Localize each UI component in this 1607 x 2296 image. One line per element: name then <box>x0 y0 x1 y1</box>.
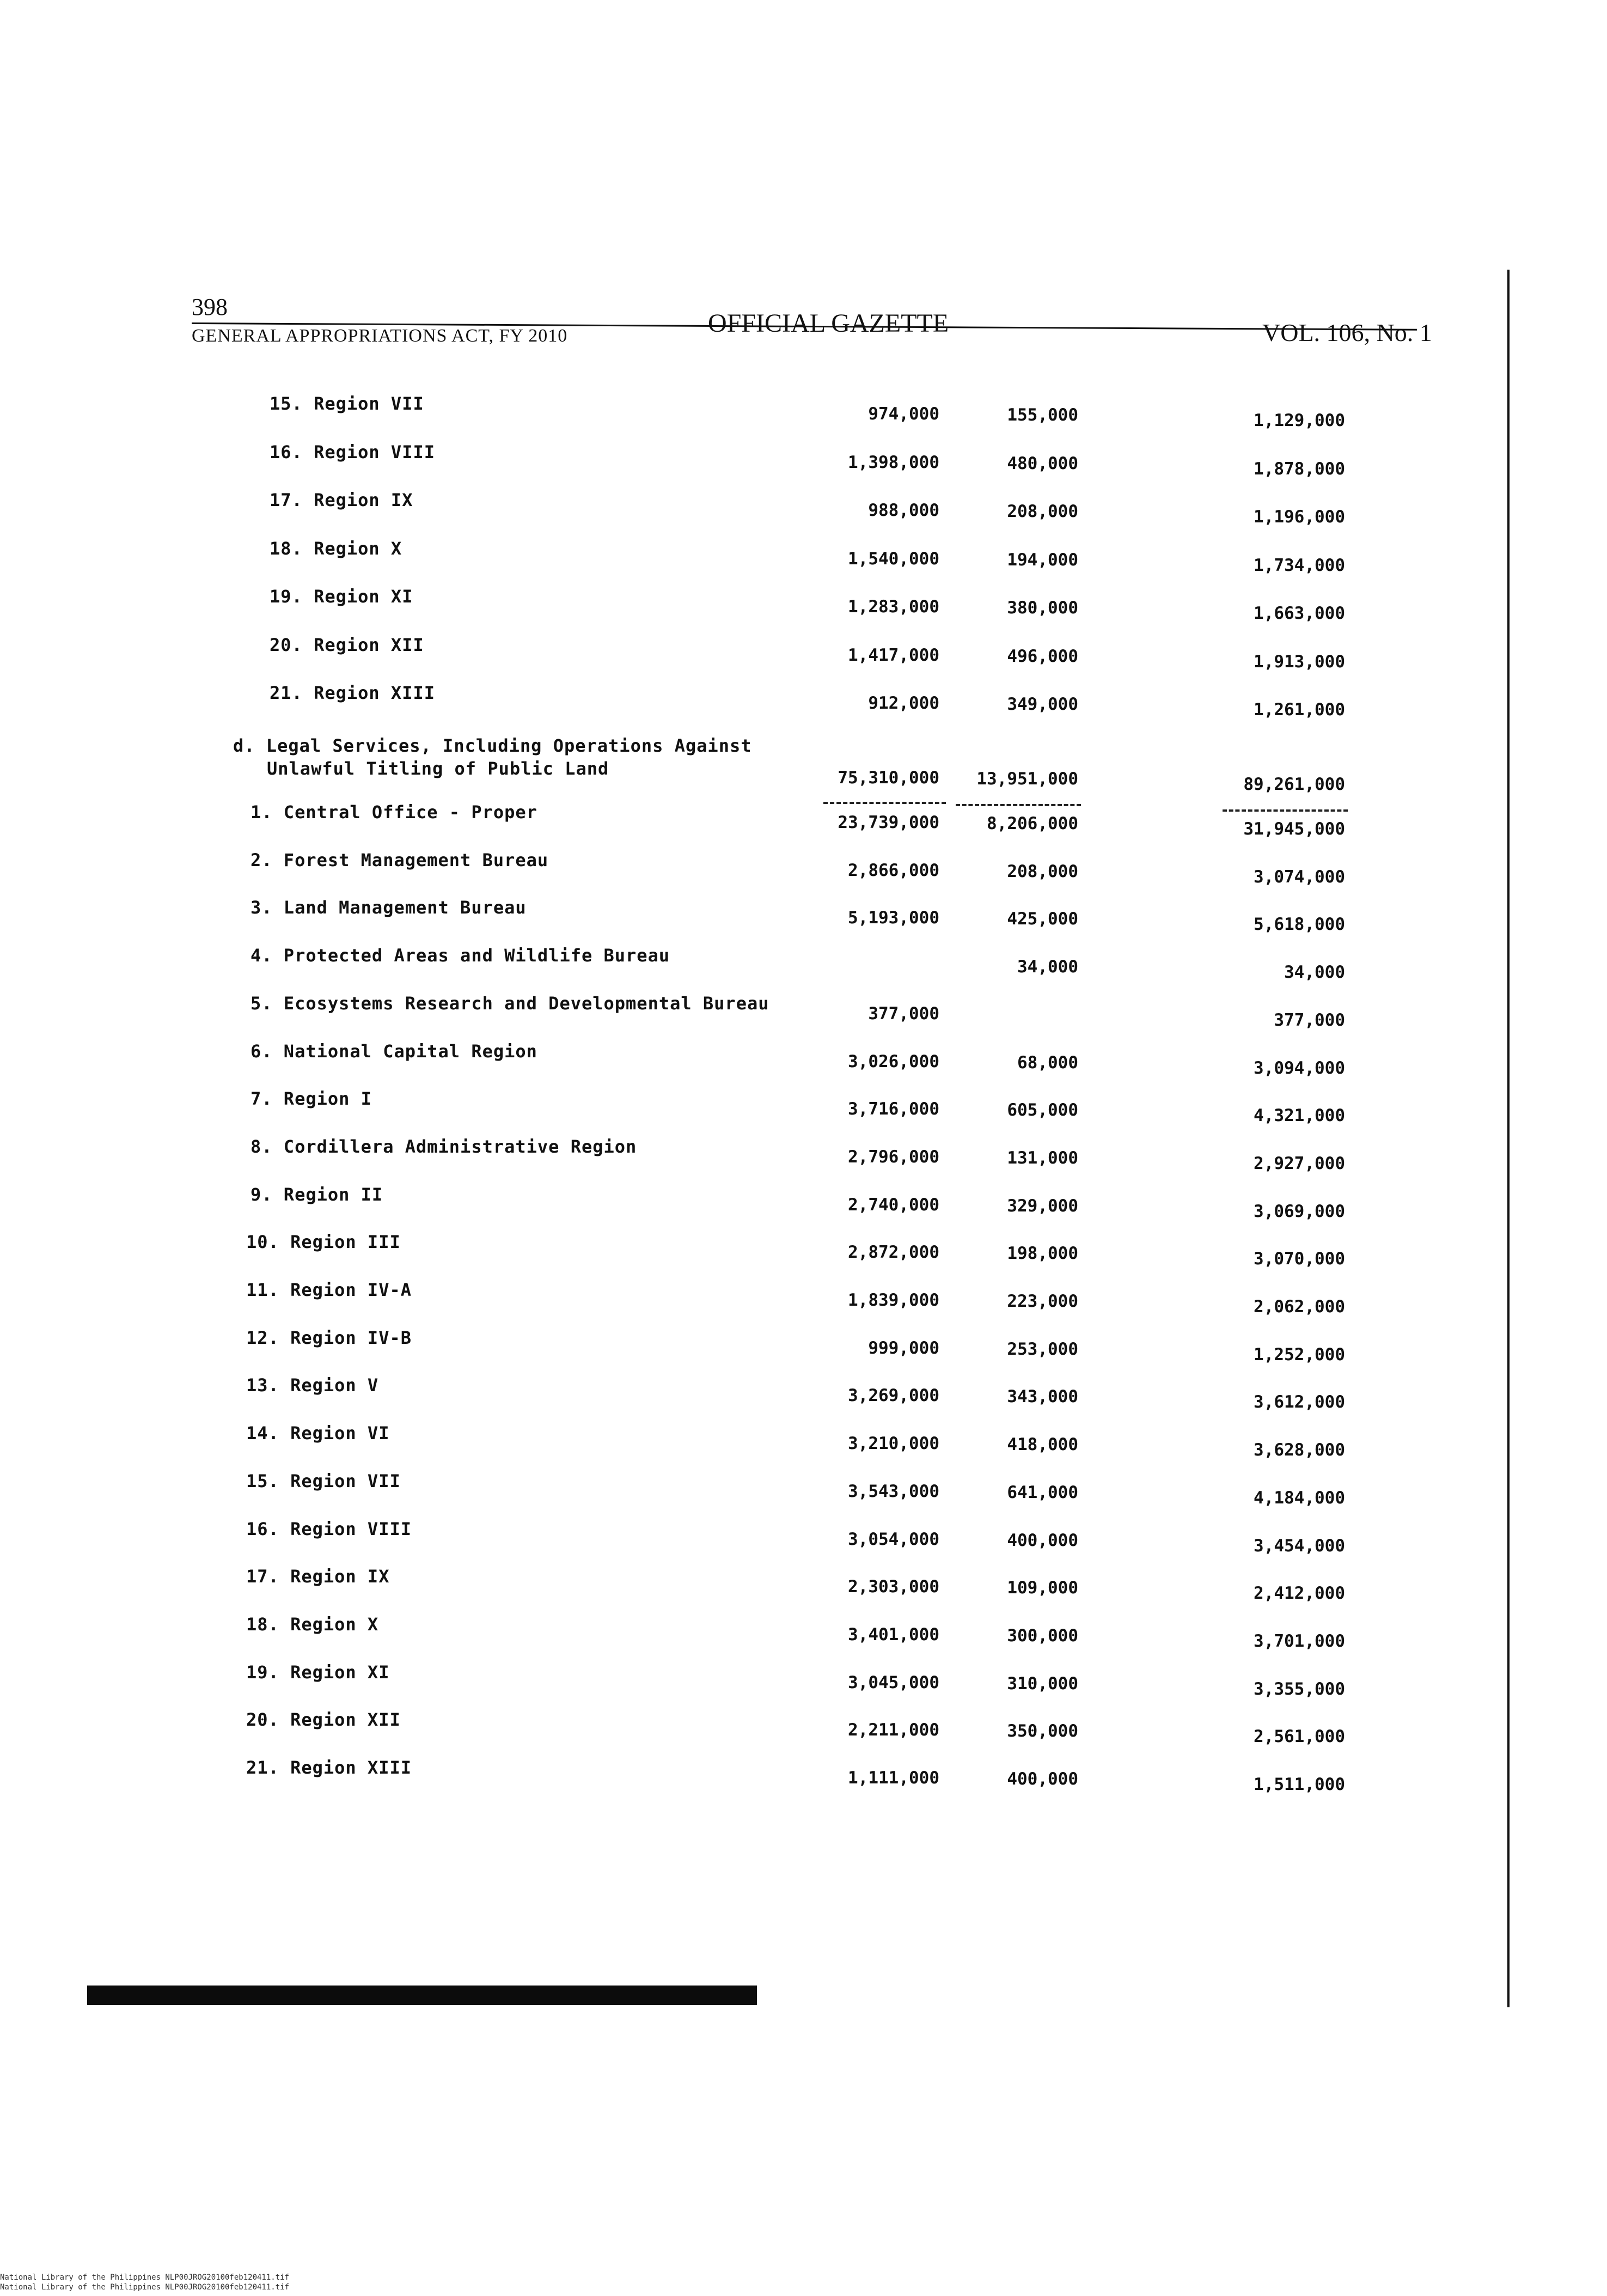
row-col1-amount: 2,872,000 <box>848 1243 939 1263</box>
row-col2-amount: 641,000 <box>1007 1482 1078 1502</box>
row-col1-amount: 974,000 <box>868 404 939 424</box>
row-label: 14. Region VI <box>246 1423 390 1444</box>
row-col1-amount: 3,045,000 <box>848 1672 939 1692</box>
row-col1-amount: 3,543,000 <box>848 1481 939 1501</box>
subtotal-rule-total <box>1223 809 1348 812</box>
row-label: 13. Region V <box>246 1375 379 1396</box>
row-col2-amount: 8,206,000 <box>987 814 1078 833</box>
scan-bottom-bar <box>87 1986 757 2005</box>
row-total-amount: 3,701,000 <box>1254 1631 1345 1651</box>
row-label: 20. Region XII <box>270 634 424 655</box>
scan-edge-line <box>1507 270 1510 2007</box>
scan-footer <box>0 2273 289 2292</box>
row-col2-amount: 350,000 <box>1007 1721 1078 1741</box>
row-total-amount: 2,062,000 <box>1254 1297 1345 1317</box>
row-total-amount: 1,196,000 <box>1254 507 1345 527</box>
row-col2-amount: 418,000 <box>1007 1435 1078 1455</box>
row-col2-amount: 329,000 <box>1007 1196 1078 1216</box>
row-total-amount: 1,663,000 <box>1254 604 1345 623</box>
row-col2-amount: 605,000 <box>1007 1100 1078 1120</box>
row-total-amount: 1,252,000 <box>1254 1344 1345 1365</box>
row-label: 12. Region IV-B <box>246 1327 412 1348</box>
row-col2-amount: 208,000 <box>1007 502 1078 521</box>
row-total-amount: 2,561,000 <box>1254 1727 1345 1747</box>
row-col1-amount: 912,000 <box>868 693 939 713</box>
row-total-amount: 2,927,000 <box>1254 1153 1345 1173</box>
row-total-amount: 1,878,000 <box>1254 459 1345 479</box>
row-col1-amount: 3,269,000 <box>848 1386 939 1406</box>
row-col1-amount: 3,210,000 <box>848 1434 939 1454</box>
row-col1-amount: 2,866,000 <box>848 860 939 880</box>
row-label: 2. Forest Management Bureau <box>250 849 549 870</box>
footer-line-2: National Library of the Philippines NLP00JROG20100feb120411.tif <box>0 2283 290 2292</box>
row-label: 1. Central Office - Proper <box>250 802 537 823</box>
row-col2-amount: 34,000 <box>1017 957 1078 977</box>
row-col2-amount: 425,000 <box>1007 909 1078 929</box>
publication-title: OFFICIAL GAZETTE <box>708 309 949 338</box>
row-col1-amount: 1,398,000 <box>848 452 939 472</box>
row-total-amount: 4,321,000 <box>1254 1106 1345 1126</box>
section-d-col1-amount: 75,310,000 <box>838 768 939 788</box>
row-total-amount: 3,069,000 <box>1254 1201 1345 1221</box>
row-label: 21. Region XIII <box>270 683 435 703</box>
row-col1-amount: 3,026,000 <box>848 1051 939 1071</box>
row-col2-amount: 400,000 <box>1007 1769 1078 1789</box>
row-col1-amount: 1,417,000 <box>848 645 939 665</box>
row-col2-amount: 155,000 <box>1007 405 1078 425</box>
row-label: 3. Land Management Bureau <box>250 897 527 918</box>
row-total-amount: 3,355,000 <box>1254 1679 1345 1699</box>
row-total-amount: 4,184,000 <box>1254 1488 1345 1508</box>
row-col1-amount: 5,193,000 <box>848 908 939 928</box>
row-col2-amount: 208,000 <box>1007 861 1078 881</box>
row-label: 20. Region XII <box>246 1709 401 1731</box>
row-col1-amount: 3,401,000 <box>848 1624 939 1645</box>
row-col2-amount: 343,000 <box>1007 1387 1078 1407</box>
row-total-amount: 3,094,000 <box>1254 1058 1345 1078</box>
row-total-amount: 5,618,000 <box>1254 915 1345 935</box>
row-col1-amount: 2,303,000 <box>848 1577 939 1597</box>
row-total-amount: 1,261,000 <box>1254 700 1345 720</box>
row-col2-amount: 109,000 <box>1007 1578 1078 1598</box>
row-label: 16. Region VIII <box>246 1518 412 1539</box>
row-col2-amount: 310,000 <box>1007 1673 1078 1694</box>
row-col2-amount: 400,000 <box>1007 1530 1078 1550</box>
row-label: 19. Region XI <box>246 1661 390 1683</box>
row-total-amount: 3,070,000 <box>1254 1249 1345 1269</box>
act-title: GENERAL APPROPRIATIONS ACT, FY 2010 <box>192 326 568 346</box>
row-label: 21. Region XIII <box>246 1757 412 1778</box>
page-number: 398 <box>192 294 228 320</box>
row-label: 9. Region II <box>250 1184 383 1205</box>
section-d-title-line1: d. Legal Services, Including Operations Against <box>233 735 752 756</box>
row-col2-amount: 496,000 <box>1007 646 1078 666</box>
row-col1-amount: 3,054,000 <box>848 1529 939 1549</box>
row-label: 10. Region III <box>246 1232 401 1253</box>
row-col2-amount: 131,000 <box>1007 1148 1078 1168</box>
row-col2-amount: 253,000 <box>1007 1339 1078 1359</box>
row-total-amount: 31,945,000 <box>1243 819 1345 839</box>
row-label: 11. Region IV-A <box>246 1280 412 1300</box>
row-total-amount: 3,074,000 <box>1254 867 1345 887</box>
row-col1-amount: 2,796,000 <box>848 1147 939 1167</box>
row-col2-amount: 194,000 <box>1007 550 1078 570</box>
row-col1-amount: 3,716,000 <box>848 1099 939 1119</box>
row-total-amount: 3,628,000 <box>1254 1440 1345 1460</box>
row-col2-amount: 349,000 <box>1007 695 1078 714</box>
subtotal-rule-col1 <box>823 802 946 804</box>
row-total-amount: 1,913,000 <box>1254 651 1345 672</box>
row-col1-amount: 2,740,000 <box>848 1195 939 1215</box>
row-label: 4. Protected Areas and Wildlife Bureau <box>250 945 670 966</box>
row-total-amount: 1,129,000 <box>1254 411 1345 430</box>
row-total-amount: 3,612,000 <box>1254 1392 1345 1412</box>
row-total-amount: 377,000 <box>1274 1010 1345 1030</box>
row-col2-amount: 480,000 <box>1007 453 1078 473</box>
row-label: 19. Region XI <box>270 586 413 607</box>
volume-number: VOL. 106, No. 1 <box>1262 319 1432 346</box>
row-col2-amount: 223,000 <box>1007 1292 1078 1311</box>
row-col1-amount: 377,000 <box>868 1003 939 1024</box>
row-label: 8. Cordillera Administrative Region <box>250 1136 637 1157</box>
row-label: 18. Region X <box>270 538 402 559</box>
row-col1-amount: 1,111,000 <box>848 1768 939 1788</box>
row-label: 15. Region VII <box>246 1470 401 1491</box>
row-label: 16. Region VIII <box>270 441 435 462</box>
row-col2-amount: 198,000 <box>1007 1244 1078 1264</box>
section-d-title-line2: Unlawful Titling of Public Land <box>267 758 609 779</box>
row-col1-amount: 999,000 <box>868 1338 939 1358</box>
row-label: 6. National Capital Region <box>250 1040 537 1062</box>
row-col1-amount: 1,540,000 <box>848 549 939 569</box>
row-label: 17. Region IX <box>246 1566 390 1587</box>
row-label: 15. Region VII <box>270 393 424 414</box>
row-col1-amount: 988,000 <box>868 501 939 520</box>
row-label: 18. Region X <box>246 1613 379 1635</box>
row-label: 7. Region I <box>250 1088 372 1110</box>
row-col1-amount: 2,211,000 <box>848 1720 939 1740</box>
row-col2-amount: 68,000 <box>1017 1052 1078 1073</box>
row-col1-amount: 1,839,000 <box>848 1290 939 1310</box>
subtotal-rule-col2 <box>956 804 1081 806</box>
row-total-amount: 1,511,000 <box>1254 1775 1345 1794</box>
section-d-total-amount: 89,261,000 <box>1243 775 1345 794</box>
row-total-amount: 2,412,000 <box>1254 1584 1345 1604</box>
section-d-col2-amount: 13,951,000 <box>976 769 1078 789</box>
row-col2-amount: 380,000 <box>1007 598 1078 618</box>
row-col1-amount: 23,739,000 <box>838 813 939 832</box>
footer-line-1: National Library of the Philippines NLP00JROG20100feb120411.tif <box>0 2273 290 2282</box>
row-total-amount: 3,454,000 <box>1254 1536 1345 1556</box>
row-col2-amount: 300,000 <box>1007 1625 1078 1646</box>
row-total-amount: 34,000 <box>1284 963 1345 983</box>
row-label: 17. Region IX <box>270 490 413 510</box>
row-label: 5. Ecosystems Research and Developmental Bureau <box>250 992 769 1014</box>
row-total-amount: 1,734,000 <box>1254 555 1345 575</box>
row-col1-amount: 1,283,000 <box>848 597 939 617</box>
